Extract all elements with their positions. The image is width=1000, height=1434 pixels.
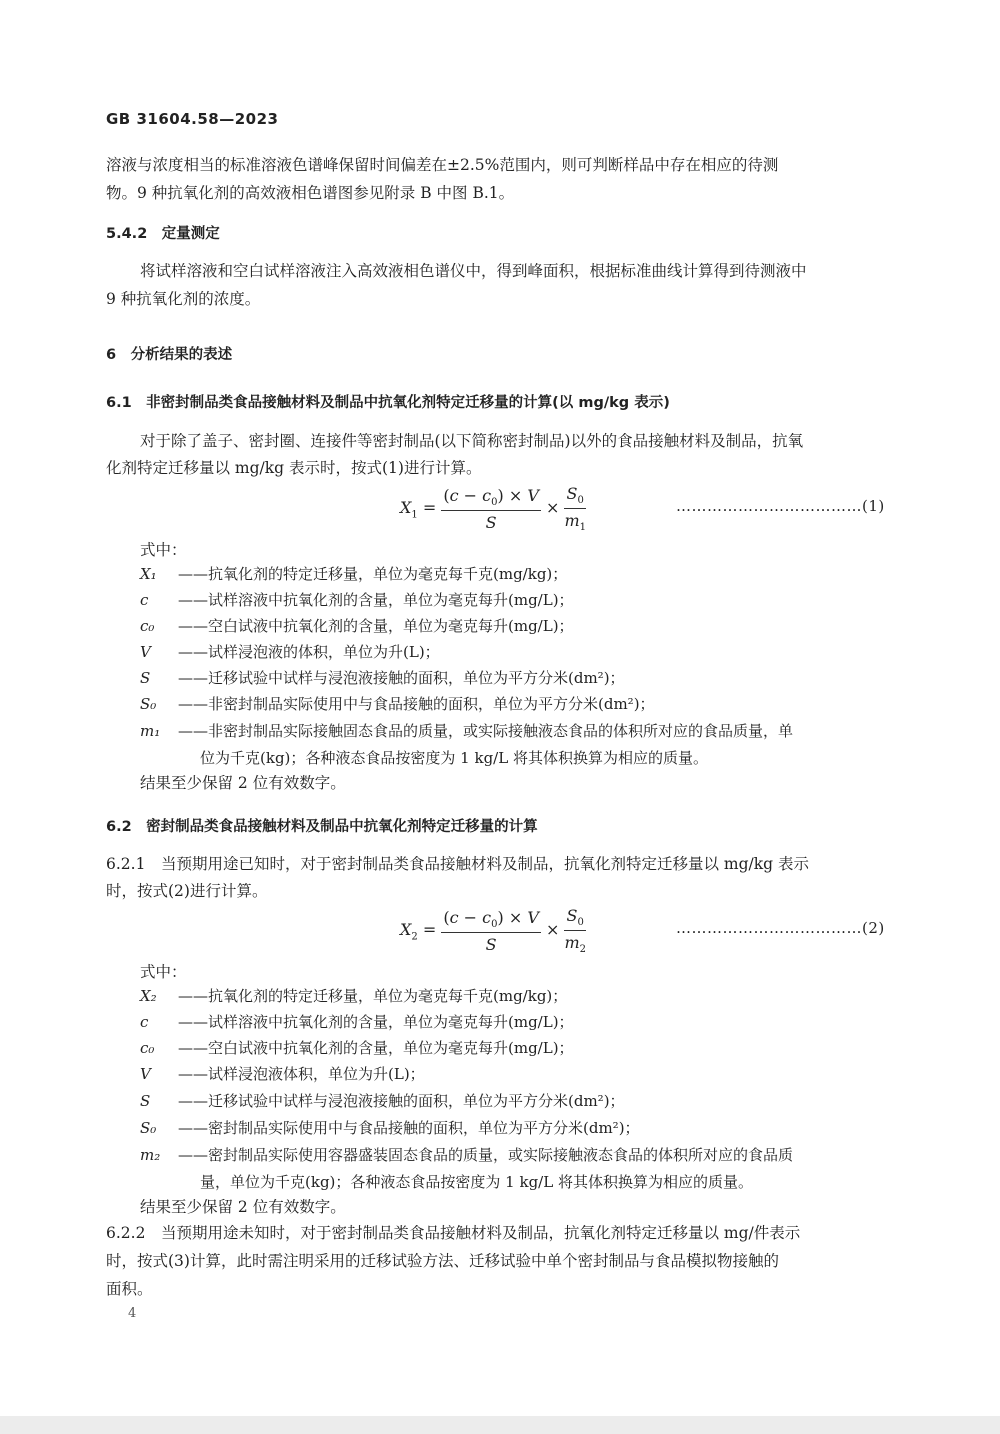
s542-line-1: 将试样溶液和空白试样溶液注入高效液相色谱仪中，得到峰面积，根据标准曲线计算得到待测液中 bbox=[140, 262, 807, 280]
s62-def-m2: m₂ ——密封制品实际使用容器盛装固态食品的质量，或实际接触液态食品的体积所对应的食品质 bbox=[140, 1146, 794, 1164]
intro-line-2: 物。9 种抗氧化剂的高效液相色谱图参见附录 B 中图 B.1。 bbox=[106, 184, 515, 202]
s62-def-c: c ——试样溶液中抗氧化剂的含量，单位为毫克每升(mg/L)； bbox=[140, 1013, 574, 1031]
formula-2-number: ………………………………(2) bbox=[676, 919, 885, 937]
s62-def-s: S ——迁移试验中试样与浸泡液接触的面积，单位为平方分米(dm²)； bbox=[140, 1092, 625, 1110]
s622-line-2: 时，按式(3)计算，此时需注明采用的迁移试验方法、迁移试验中单个密封制品与食品模拟物接触的 bbox=[106, 1252, 779, 1270]
section-5-4-2-heading: 5.4.2 定量测定 bbox=[106, 226, 220, 242]
s61-line-2: 化剂特定迁移量以 mg/kg 表示时，按式(1)进行计算。 bbox=[106, 459, 482, 477]
s622-line-1: 6.2.2 当预期用途未知时，对于密封制品类食品接触材料及制品，抗氧化剂特定迁移量以 mg/件表示 bbox=[106, 1224, 801, 1242]
s61-def-c: c ——试样溶液中抗氧化剂的含量，单位为毫克每升(mg/L)； bbox=[140, 591, 574, 609]
formula-1-number: ………………………………(1) bbox=[676, 497, 885, 515]
s621-line-1: 6.2.1 当预期用途已知时，对于密封制品类食品接触材料及制品，抗氧化剂特定迁移量以 mg/kg 表示 bbox=[106, 855, 809, 873]
s61-def-c0: c₀ ——空白试液中抗氧化剂的含量，单位为毫克每升(mg/L)； bbox=[140, 617, 574, 635]
s61-def-x1: X₁ ——抗氧化剂的特定迁移量，单位为毫克每千克(mg/kg)； bbox=[140, 565, 568, 583]
s61-line-1: 对于除了盖子、密封圈、连接件等密封制品(以下简称密封制品)以外的食品接触材料及制品，抗氧 bbox=[140, 432, 804, 450]
s61-def-v: V ——试样浸泡液的体积，单位为升(L)； bbox=[140, 643, 440, 661]
s61-where: 式中： bbox=[140, 541, 187, 559]
s61-def-m1-cont: 位为千克(kg)；各种液态食品按密度为 1 kg/L 将其体积换算为相应的质量。 bbox=[200, 749, 708, 767]
viewer-bottom-bar bbox=[0, 1416, 1000, 1434]
s622-line-3: 面积。 bbox=[106, 1280, 153, 1298]
s621-line-2: 时，按式(2)进行计算。 bbox=[106, 882, 268, 900]
intro-line-1: 溶液与浓度相当的标准溶液色谱峰保留时间偏差在±2.5%范围内，则可判断样品中存在相应的待测 bbox=[106, 156, 779, 174]
s542-line-2: 9 种抗氧化剂的浓度。 bbox=[106, 290, 261, 308]
s61-def-s: S ——迁移试验中试样与浸泡液接触的面积，单位为平方分米(dm²)； bbox=[140, 669, 625, 687]
s62-where: 式中： bbox=[140, 963, 187, 981]
formula-2: $X_2$ = $\frac{(c - c_0) \times V}{S}$ × $\frac{S_0}{m_2}$ bbox=[400, 906, 586, 956]
formula-1: $X_1$ = $\frac{(c - c_0) \times V}{S}$ × $\frac{S_0}{m_1}$ bbox=[400, 484, 586, 534]
s62-def-v: V ——试样浸泡液体积，单位为升(L)； bbox=[140, 1065, 425, 1083]
page-number: 4 bbox=[128, 1306, 137, 1321]
standard-number: GB 31604.58—2023 bbox=[106, 110, 279, 128]
s61-def-s0: S₀ ——非密封制品实际使用中与食品接触的面积，单位为平方分米(dm²)； bbox=[140, 695, 655, 713]
s61-result: 结果至少保留 2 位有效数字。 bbox=[140, 774, 346, 792]
s62-result: 结果至少保留 2 位有效数字。 bbox=[140, 1198, 346, 1216]
s62-def-s0: S₀ ——密封制品实际使用中与食品接触的面积，单位为平方分米(dm²)； bbox=[140, 1119, 640, 1137]
s61-def-m1: m₁ ——非密封制品实际接触固态食品的质量，或实际接触液态食品的体积所对应的食品质量，单 bbox=[140, 722, 794, 740]
section-6-1-heading: 6.1 非密封制品类食品接触材料及制品中抗氧化剂特定迁移量的计算(以 mg/kg 表示) bbox=[106, 395, 670, 411]
s62-def-c0: c₀ ——空白试液中抗氧化剂的含量，单位为毫克每升(mg/L)； bbox=[140, 1039, 574, 1057]
section-6-heading: 6 分析结果的表述 bbox=[106, 347, 233, 363]
s62-def-m2-cont: 量，单位为千克(kg)；各种液态食品按密度为 1 kg/L 将其体积换算为相应的质量。 bbox=[200, 1173, 753, 1191]
s62-def-x2: X₂ ——抗氧化剂的特定迁移量，单位为毫克每千克(mg/kg)； bbox=[140, 987, 568, 1005]
section-6-2-heading: 6.2 密封制品类食品接触材料及制品中抗氧化剂特定迁移量的计算 bbox=[106, 819, 538, 835]
